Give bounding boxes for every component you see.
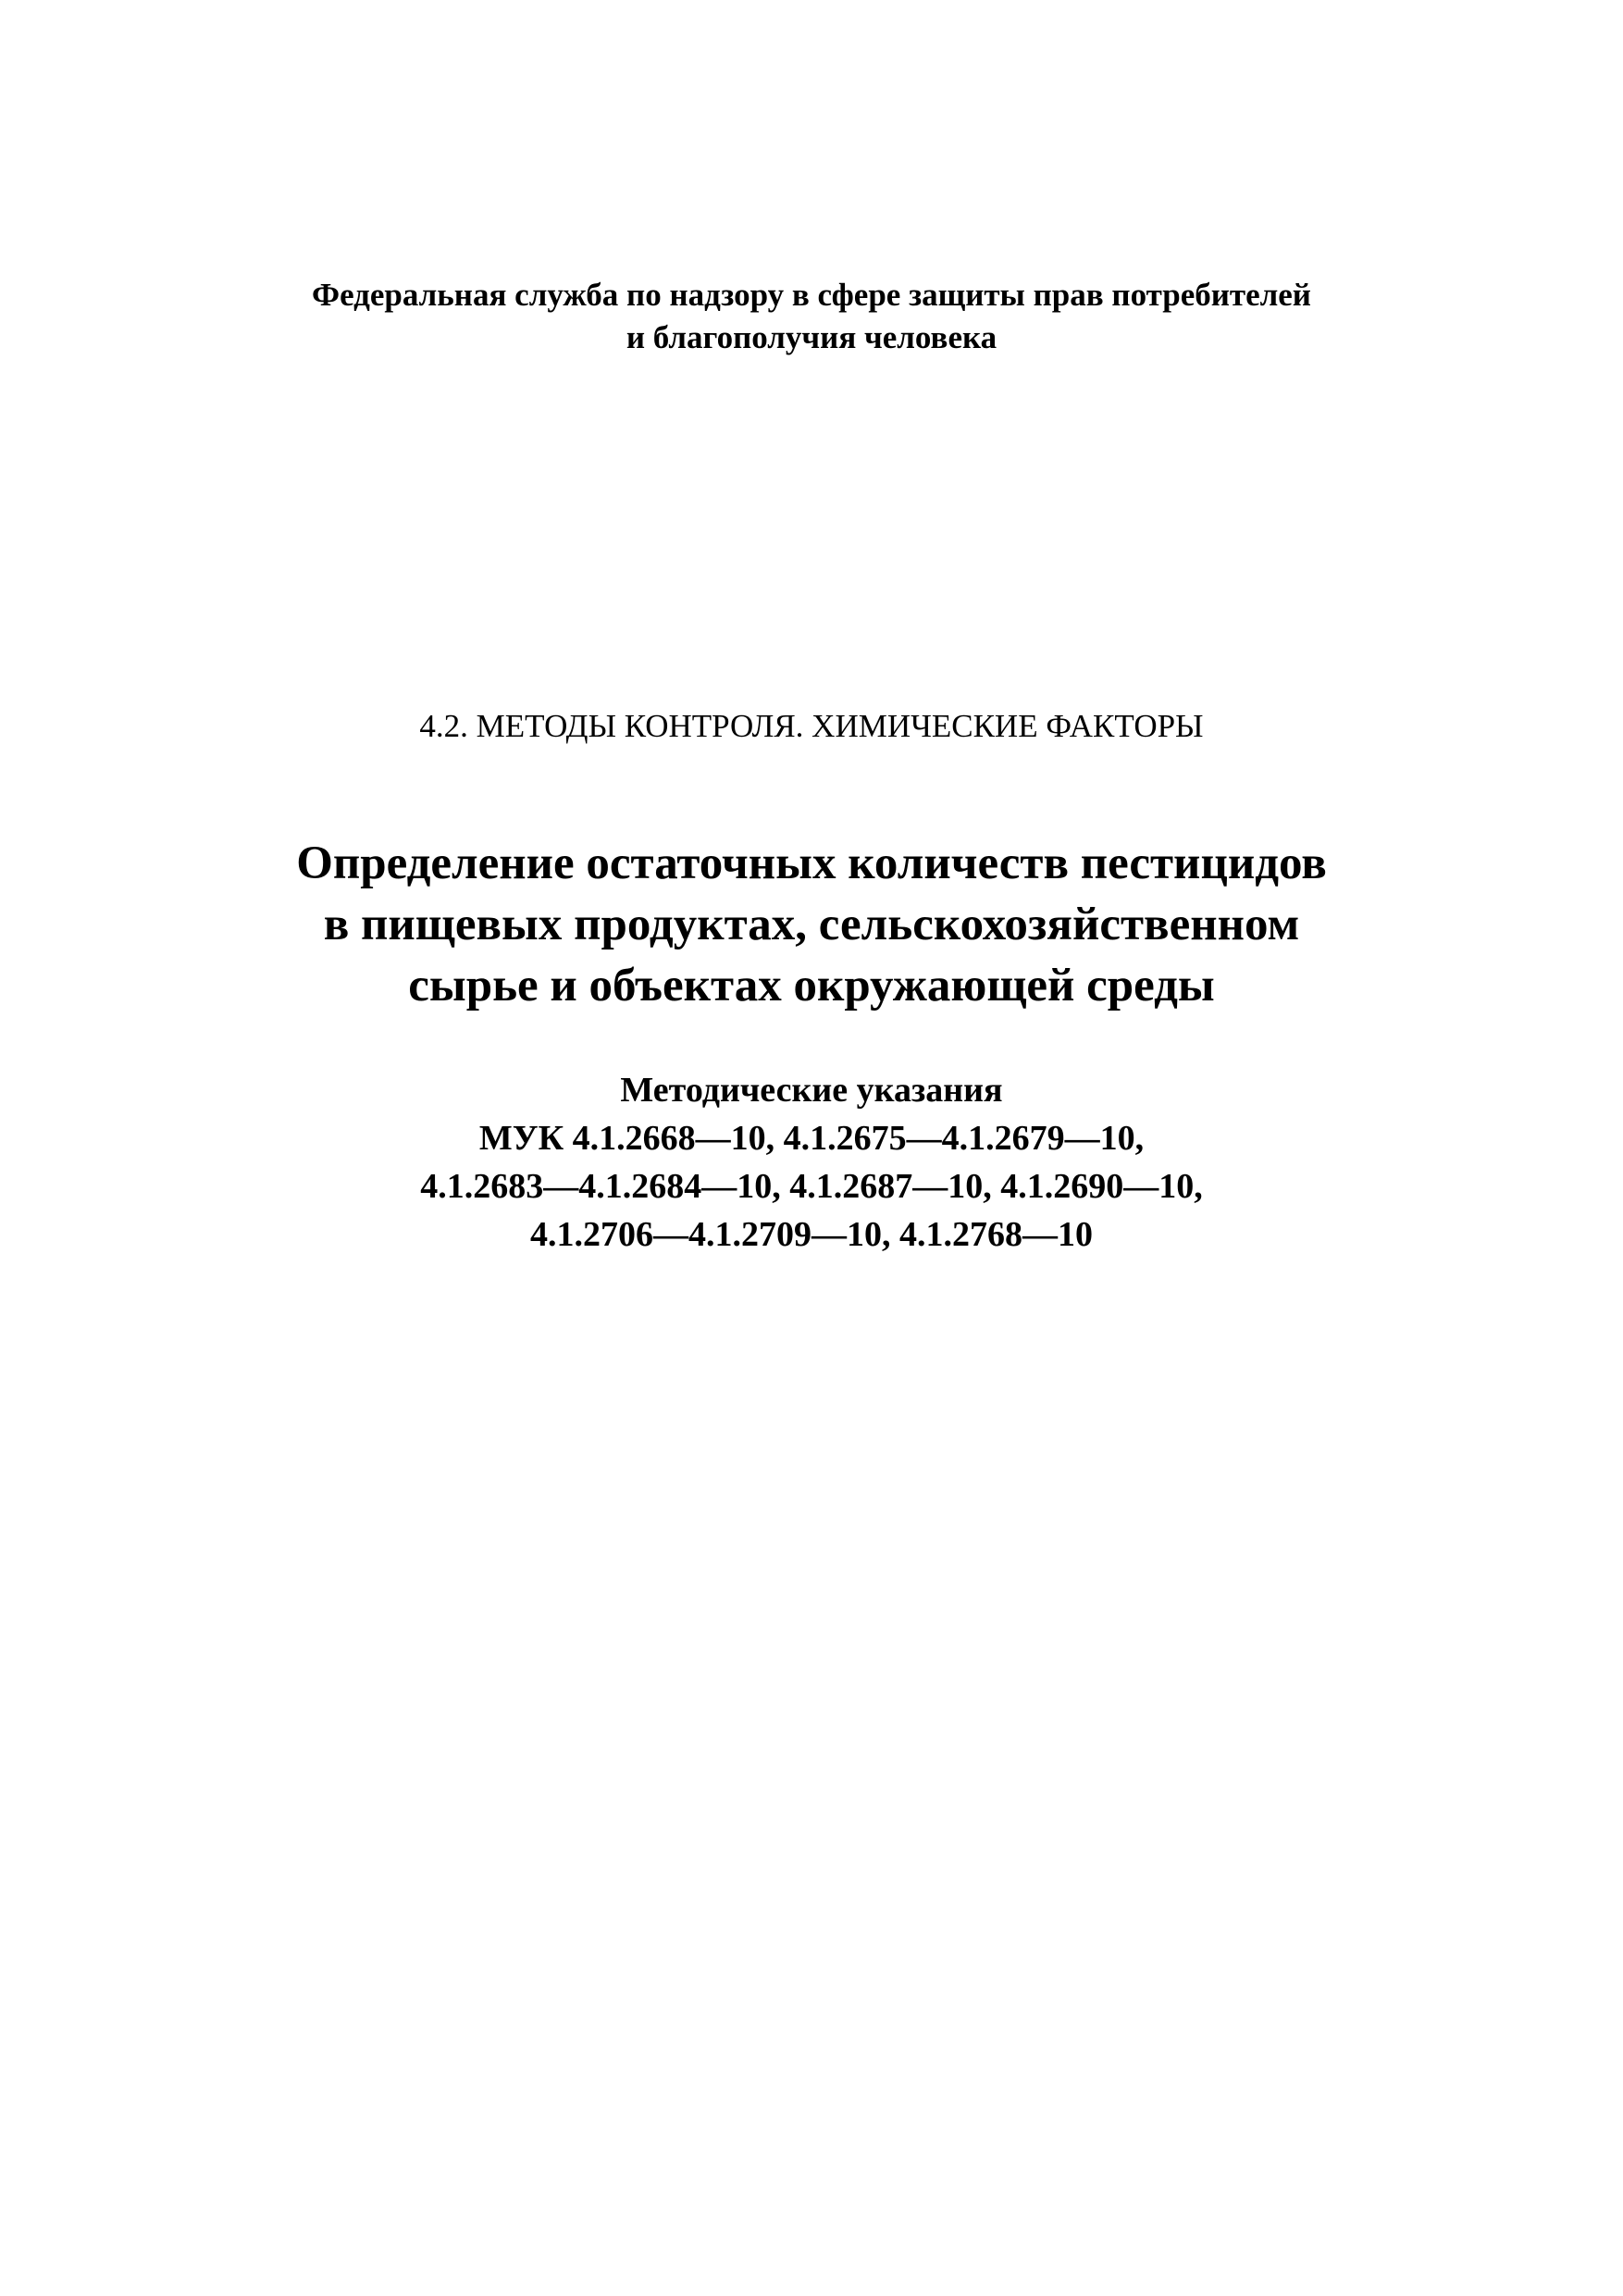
- agency-header: [0, 274, 1623, 359]
- guidelines-code-line-1: МУК 4.1.2668—10, 4.1.2675—4.1.2679—10,: [478, 1119, 1145, 1158]
- title-line-1: Определение остаточных количеств пестицидов: [296, 838, 1327, 889]
- guidelines-heading: Методические указания: [620, 1071, 1003, 1110]
- section-heading-text: 4.2. МЕТОДЫ КОНТРОЛЯ. ХИМИЧЕСКИЕ ФАКТОРЫ: [419, 708, 1204, 744]
- title-line-3: сырье и объектах окружающей среды: [408, 960, 1215, 1011]
- guidelines-block: [0, 1066, 1623, 1259]
- agency-line-2: и благополучия человека: [626, 319, 997, 355]
- agency-line-1: Федеральная служба по надзору в сфере защиты прав потребителей: [312, 277, 1311, 313]
- guidelines-code-line-3: 4.1.2706—4.1.2709—10, 4.1.2768—10: [530, 1215, 1093, 1254]
- document-title: [0, 833, 1623, 1016]
- guidelines-code-line-2: 4.1.2683—4.1.2684—10, 4.1.2687—10, 4.1.2690—10,: [420, 1167, 1203, 1206]
- title-line-2: в пищевых продуктах, сельскохозяйственном: [323, 899, 1300, 950]
- section-heading: [0, 706, 1623, 747]
